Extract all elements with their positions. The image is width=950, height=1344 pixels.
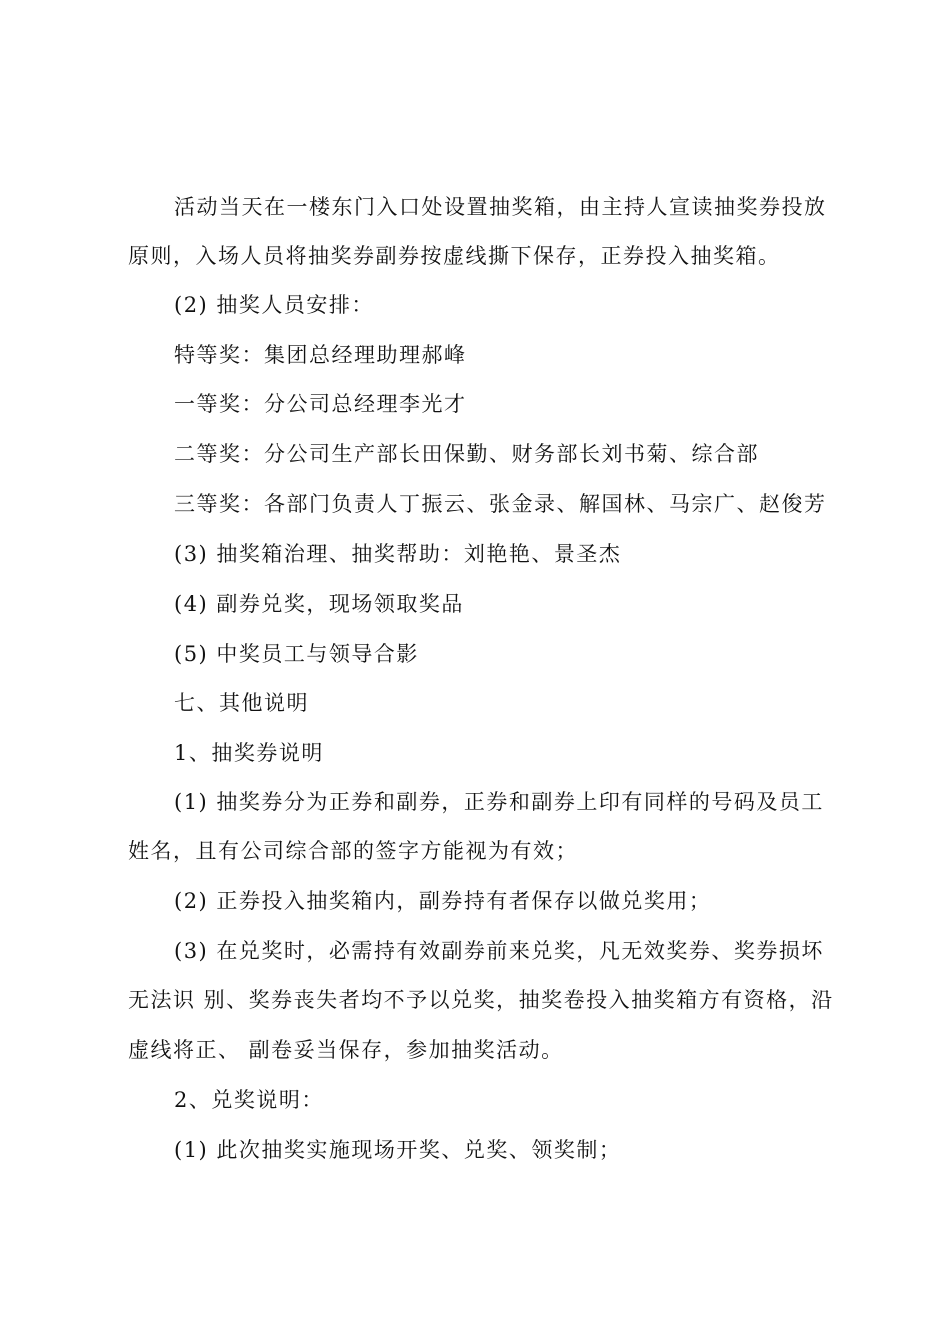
subsection-heading: 1、抽奖券说明 xyxy=(174,741,324,765)
paragraph-line: (1) 抽奖券分为正券和副券，正券和副券上印有同样的号码及员工 xyxy=(174,790,824,814)
paragraph-line: 虚线将正、 副卷妥当保存，参加抽奖活动。 xyxy=(128,1038,564,1062)
paragraph-line: (3) 在兑奖时，必需持有效副券前来兑奖，凡无效奖券、奖券损坏 xyxy=(174,939,824,963)
list-item-line: (5) 中奖员工与领导合影 xyxy=(174,642,419,666)
paragraph-line: (2) 正券投入抽奖箱内，副券持有者保存以做兑奖用； xyxy=(174,889,712,913)
prize-line: 特等奖：集团总经理助理郝峰 xyxy=(174,343,467,367)
paragraph-line: 姓名，且有公司综合部的签字方能视为有效； xyxy=(128,839,578,863)
prize-line: 一等奖：分公司总经理李光才 xyxy=(174,392,467,416)
prize-line: 三等奖：各部门负责人丁振云、张金录、解国林、马宗广、赵俊芳 xyxy=(174,492,827,516)
section-heading: 七、其他说明 xyxy=(174,691,309,715)
list-item-line: (3) 抽奖箱治理、抽奖帮助：刘艳艳、景圣杰 xyxy=(174,542,622,566)
paragraph-line: (1) 此次抽奖实施现场开奖、兑奖、领奖制； xyxy=(174,1138,622,1162)
paragraph-line: 活动当天在一楼东门入口处设置抽奖箱，由主持人宣读抽奖券投放 xyxy=(174,195,827,219)
prize-line: 二等奖：分公司生产部长田保勤、财务部长刘书菊、综合部 xyxy=(174,442,759,466)
paragraph-line: 原则，入场人员将抽奖券副券按虚线撕下保存，正券投入抽奖箱。 xyxy=(128,244,781,268)
paragraph-line: 无法识 别、奖券丧失者均不予以兑奖，抽奖卷投入抽奖箱方有资格，沿 xyxy=(128,988,834,1012)
list-item-line: (4) 副券兑奖，现场领取奖品 xyxy=(174,592,464,616)
subsection-heading: 2、兑奖说明： xyxy=(174,1088,324,1112)
list-item-line: (2) 抽奖人员安排： xyxy=(174,293,374,317)
